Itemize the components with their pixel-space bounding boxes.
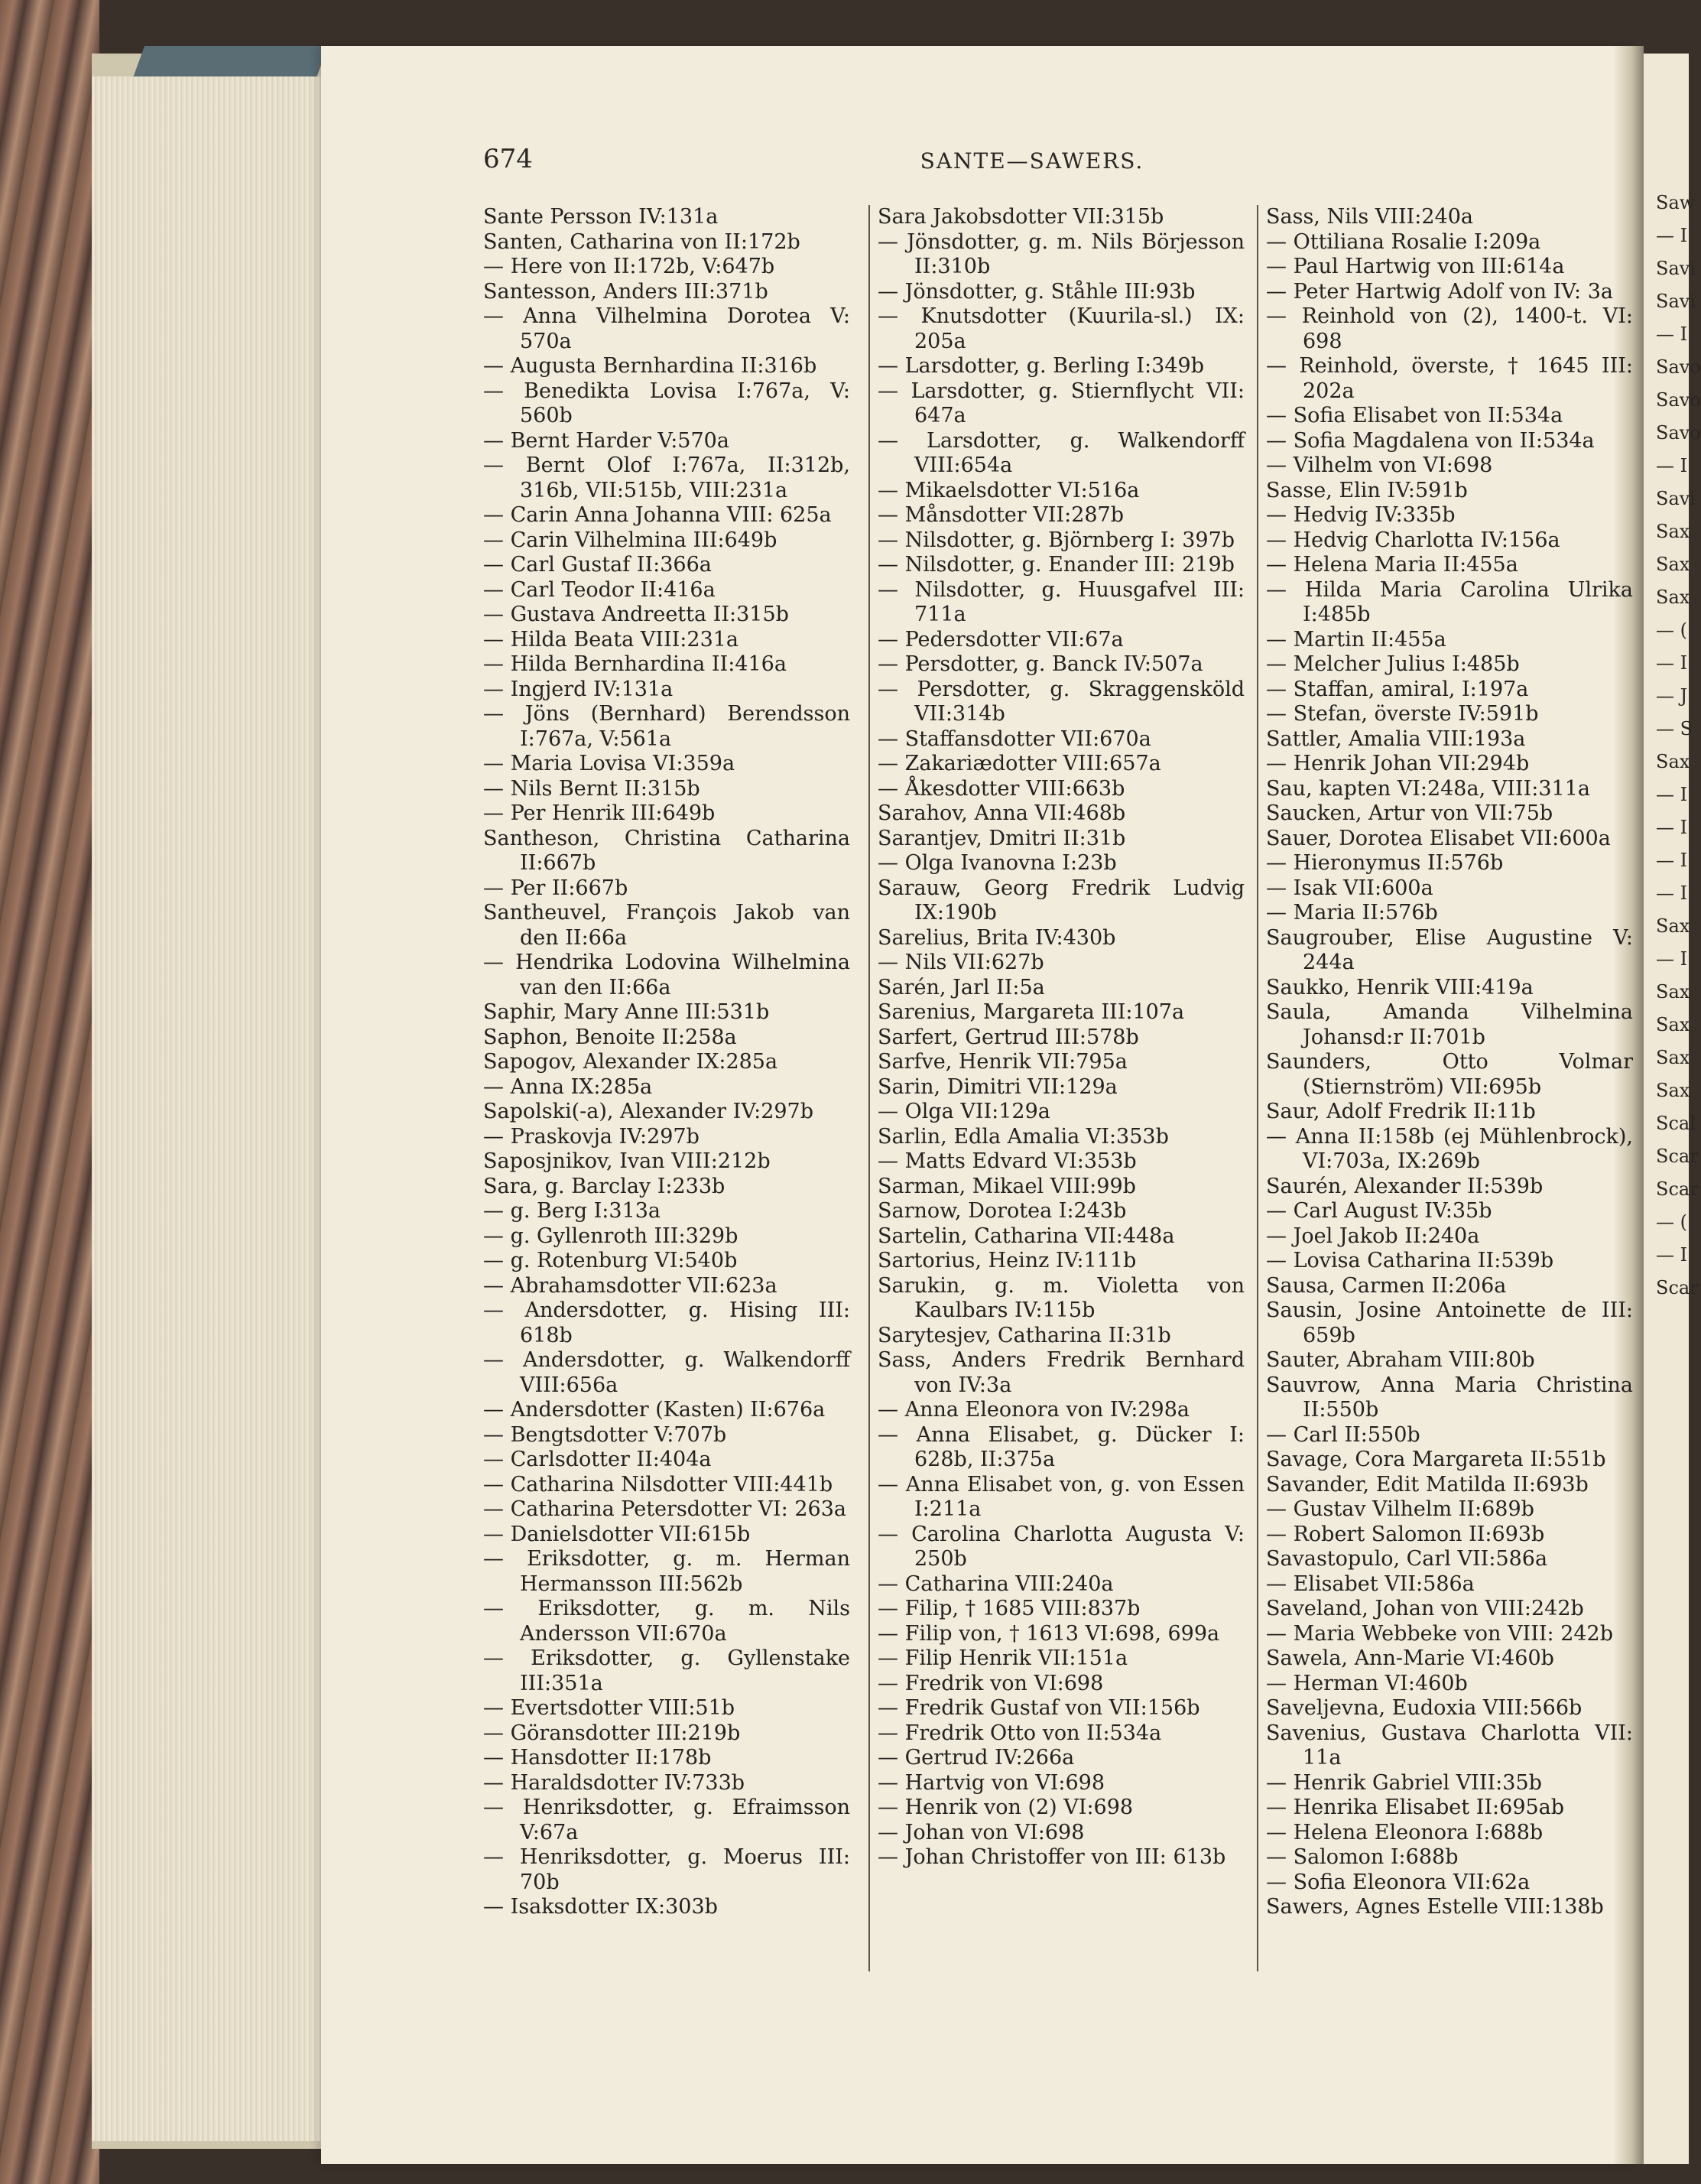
index-entry: — Catharina Nilsdotter VIII:441b: [483, 1472, 833, 1497]
index-entry: — Hansdotter II:178b: [483, 1746, 712, 1770]
index-entry: Sarauw, Georg Fredrik Ludvig IX:190b: [878, 876, 1245, 925]
index-entry: Saula, Amanda Vilhelmina Johansd:r II:701b: [1266, 1000, 1633, 1049]
index-entry: — g. Rotenburg VI:540b: [483, 1249, 738, 1272]
index-entry: — Danielsdotter VII:615b: [483, 1522, 751, 1546]
next-page-fragment: Sax: [1656, 521, 1690, 542]
index-entry: — Anna Eleonora von IV:298a: [878, 1398, 1190, 1422]
index-entry: — Carin Anna Johanna VIII: 625a: [483, 503, 832, 527]
index-entry: — Hendrika Lodovina Wilhelmina van den II:66a: [483, 951, 850, 999]
index-entry: — Paul Hartwig von III:614a: [1266, 255, 1565, 278]
index-column-1: [483, 205, 850, 1920]
index-entry: Sarnow, Dorotea I:243b: [878, 1199, 1127, 1223]
index-entry: Sapolski(-a), Alexander IV:297b: [483, 1100, 814, 1123]
index-entry: Saurén, Alexander II:539b: [1266, 1174, 1544, 1198]
next-page-fragment: — I: [1656, 455, 1688, 476]
index-entry: — Anna II:158b (ej Mühlenbrock), VI:703a, IX:269b: [1266, 1124, 1633, 1173]
index-entry: — Henrika Elisabet II:695ab: [1266, 1796, 1565, 1819]
index-entry: — Henrik Gabriel VIII:35b: [1266, 1770, 1542, 1795]
index-entry: — Zakariædotter VIII:657a: [878, 752, 1161, 775]
index-entry: — Nilsdotter, g. Björnberg I: 397b: [878, 528, 1235, 552]
next-page-fragment: Sax: [1656, 1080, 1690, 1101]
next-page-fragment: — I: [1656, 225, 1688, 246]
index-entry: — Jöns (Bernhard) Berendsson I:767a, V:561a: [483, 702, 850, 751]
next-page-fragment: Savi: [1656, 291, 1696, 312]
next-page-fragment: Scar: [1656, 1146, 1699, 1167]
next-page-fragment: Sax: [1656, 915, 1690, 937]
index-entry: — Nils VII:627b: [878, 951, 1044, 974]
index-entry: Saucken, Artur von VII:75b: [1266, 801, 1553, 825]
index-entry: — Persdotter, g. Skraggensköld VII:314b: [878, 677, 1245, 726]
index-entry: — Reinhold, överste, † 1645 III: 202a: [1266, 354, 1633, 403]
index-entry: — Persdotter, g. Banck IV:507a: [878, 652, 1203, 676]
index-entry: Sasse, Elin IV:591b: [1266, 478, 1468, 502]
next-page-fragment: Sax: [1656, 751, 1690, 772]
index-entry: — Per Henrik III:649b: [483, 801, 716, 825]
next-page-fragment: Sax: [1656, 981, 1690, 1003]
index-entry: Saposjnikov, Ivan VIII:212b: [483, 1149, 771, 1173]
index-entry: — Carl Teodor II:416a: [483, 577, 716, 602]
index-entry: — Hilda Beata VIII:231a: [483, 627, 739, 652]
next-page-fragment: Scar: [1656, 1277, 1699, 1298]
index-entry: — Henriksdotter, g. Moerus III: 70b: [483, 1845, 850, 1894]
index-entry: — Maria II:576b: [1266, 901, 1438, 925]
page-number: 674: [483, 144, 533, 174]
index-entry: Sarfert, Gertrud III:578b: [878, 1025, 1139, 1049]
next-page-fragment: — I: [1656, 850, 1688, 871]
index-entry: — Filip Henrik VII:151a: [878, 1646, 1128, 1670]
index-entry: — Henrik Johan VII:294b: [1266, 752, 1530, 775]
column-divider-2: [1257, 205, 1258, 1971]
book-cover-marbled-edge: [0, 0, 99, 2184]
running-head: SANTE—SAWERS.: [920, 148, 1144, 174]
index-entry: — Helena Maria II:455a: [1266, 553, 1518, 577]
index-entry: — Carolina Charlotta Augusta V: 250b: [878, 1522, 1245, 1571]
index-entry: Sartelin, Catharina VII:448a: [878, 1224, 1175, 1248]
next-page-fragment: — I: [1656, 817, 1688, 838]
index-entry: Sauvrow, Anna Maria Christina II:550b: [1266, 1373, 1633, 1422]
index-entry: — Martin II:455a: [1266, 627, 1446, 652]
index-entry: — Carl August IV:35b: [1266, 1199, 1492, 1223]
index-entry: — Henriksdotter, g. Efraimsson V:67a: [483, 1796, 850, 1844]
next-page-fragment: — (: [1656, 1211, 1687, 1233]
index-entry: — Haraldsdotter IV:733b: [483, 1770, 745, 1795]
index-entry: — Maria Webbeke von VIII: 242b: [1266, 1621, 1614, 1646]
index-entry: — Maria Lovisa VI:359a: [483, 752, 735, 775]
index-entry: Saukko, Henrik VIII:419a: [1266, 975, 1534, 999]
right-page-fragment: [1644, 54, 1701, 2164]
index-entry: — Ingjerd IV:131a: [483, 677, 674, 701]
next-page-fragment: Savi: [1656, 258, 1696, 279]
index-entry: — Matts Edvard VI:353b: [878, 1149, 1137, 1173]
index-entry: Sauer, Dorotea Elisabet VII:600a: [1266, 826, 1611, 850]
index-entry: — Pedersdotter VII:67a: [878, 627, 1124, 652]
index-entry: Sausin, Josine Antoinette de III: 659b: [1266, 1298, 1633, 1347]
index-entry: — Ottiliana Rosalie I:209a: [1266, 229, 1541, 254]
index-entry: — Carl II:550b: [1266, 1422, 1420, 1447]
index-entry: — Sofia Eleonora VII:62a: [1266, 1870, 1531, 1894]
index-entry: Sarukin, g. m. Violetta von Kaulbars IV:115b: [878, 1273, 1245, 1322]
index-entry: — Catharina Petersdotter VI: 263a: [483, 1497, 846, 1521]
index-entry: Sawela, Ann-Marie VI:460b: [1266, 1646, 1554, 1670]
index-entry: Sarfve, Henrik VII:795a: [878, 1050, 1128, 1074]
index-entry: — Åkesdotter VIII:663b: [878, 776, 1125, 801]
index-entry: — Hieronymus II:576b: [1266, 851, 1504, 875]
index-entry: — Anna Vilhelmina Dorotea V: 570a: [483, 304, 850, 353]
index-entry: — Johan von VI:698: [878, 1820, 1085, 1844]
index-entry: — Göransdotter III:219b: [483, 1721, 741, 1745]
index-entry: — Hedvig IV:335b: [1266, 503, 1456, 527]
index-entry: — Fredrik Otto von II:534a: [878, 1721, 1162, 1745]
index-entry: Sarahov, Anna VII:468b: [878, 801, 1126, 825]
index-column-3: [1266, 205, 1633, 1920]
index-entry: — Olga Ivanovna I:23b: [878, 851, 1117, 875]
index-entry: Saveland, Johan von VIII:242b: [1266, 1597, 1584, 1620]
next-page-fragment: Saw: [1656, 192, 1696, 213]
next-page-fragment: Sax: [1656, 587, 1690, 608]
index-entry: Sattler, Amalia VIII:193a: [1266, 726, 1526, 751]
index-entry: — Larsdotter, g. Walkendorff VIII:654a: [878, 428, 1245, 477]
index-entry: — Olga VII:129a: [878, 1100, 1050, 1123]
index-entry: — Filip von, † 1613 VI:698, 699a: [878, 1621, 1220, 1646]
index-entry: — Salomon I:688b: [1266, 1845, 1459, 1869]
index-entry: — Isaksdotter IX:303b: [483, 1895, 718, 1919]
index-entry: Saunders, Otto Volmar (Stiernström) VII:695b: [1266, 1050, 1633, 1099]
index-entry: — Nilsdotter, g. Huusgafvel III: 711a: [878, 577, 1245, 626]
index-entry: — Augusta Bernhardina II:316b: [483, 354, 817, 378]
index-entry: — Hilda Maria Carolina Ulrika I:485b: [1266, 577, 1633, 626]
index-entry: Savander, Edit Matilda II:693b: [1266, 1472, 1589, 1497]
index-entry: — g. Berg I:313a: [483, 1199, 661, 1223]
index-entry: — Bernt Olof I:767a, II:312b, 316b, VII:515b, VIII:231a: [483, 453, 850, 502]
next-page-fragment: Sax: [1656, 554, 1690, 575]
index-entry: — g. Gyllenroth III:329b: [483, 1224, 739, 1248]
next-page-fragment: Scal: [1656, 1113, 1696, 1134]
index-entry: — Bengtsdotter V:707b: [483, 1422, 727, 1447]
index-entry: — Hartvig von VI:698: [878, 1770, 1105, 1795]
index-entry: — Herman VI:460b: [1266, 1671, 1468, 1695]
index-entry: — Henrik von (2) VI:698: [878, 1796, 1134, 1819]
index-entry: Saphon, Benoite II:258a: [483, 1025, 737, 1049]
index-entry: — Helena Eleonora I:688b: [1266, 1820, 1544, 1844]
index-entry: — Staffansdotter VII:670a: [878, 726, 1151, 751]
index-entry: Sarenius, Margareta III:107a: [878, 1000, 1185, 1024]
index-entry: — Peter Hartwig Adolf von IV: 3a: [1266, 279, 1613, 304]
index-entry: Savastopulo, Carl VII:586a: [1266, 1547, 1548, 1571]
index-entry: — Carlsdotter II:404a: [483, 1448, 712, 1471]
index-entry: — Stefan, överste IV:591b: [1266, 702, 1539, 726]
index-entry: Sante Persson IV:131a: [483, 205, 719, 229]
index-entry: Savenius, Gustava Charlotta VII: 11a: [1266, 1721, 1633, 1770]
index-entry: — Melcher Julius I:485b: [1266, 652, 1520, 676]
index-entry: — Jönsdotter, g. Ståhle III:93b: [878, 279, 1196, 304]
index-entry: Sarytesjev, Catharina II:31b: [878, 1323, 1171, 1347]
index-entry: — Praskovja IV:297b: [483, 1124, 700, 1149]
index-entry: Sarin, Dimitri VII:129a: [878, 1074, 1118, 1099]
index-entry: — Lovisa Catharina II:539b: [1266, 1249, 1554, 1272]
index-entry: Sarlin, Edla Amalia VI:353b: [878, 1124, 1169, 1149]
index-entry: — Gustava Andreetta II:315b: [483, 603, 789, 626]
index-entry: — Knutsdotter (Kuurila-sl.) IX: 205a: [878, 304, 1245, 353]
index-entry: — Andersdotter, g. Walkendorff VIII:656a: [483, 1348, 850, 1397]
index-entry: — Evertsdotter VIII:51b: [483, 1696, 735, 1720]
next-page-fragment: Savo: [1656, 422, 1701, 444]
index-entry: — Per II:667b: [483, 876, 628, 900]
next-page-fragment: — (: [1656, 619, 1687, 641]
index-entry: — Nils Bernt II:315b: [483, 776, 700, 801]
index-entry: Santheson, Christina Catharina II:667b: [483, 826, 850, 875]
index-entry: — Filip, † 1685 VIII:837b: [878, 1597, 1141, 1620]
next-page-fragment: — I: [1656, 882, 1688, 904]
index-entry: — Nilsdotter, g. Enander III: 219b: [878, 553, 1235, 577]
index-entry: — Joel Jakob II:240a: [1266, 1224, 1480, 1248]
index-entry: — Eriksdotter, g. m. Herman Hermansson III:562b: [483, 1547, 850, 1596]
index-entry: — Fredrik Gustaf von VII:156b: [878, 1696, 1200, 1720]
index-entry: — Here von II:172b, V:647b: [483, 255, 775, 278]
index-entry: Sara Jakobsdotter VII:315b: [878, 205, 1164, 229]
index-entry: — Reinhold von (2), 1400-t. VI: 698: [1266, 304, 1633, 353]
next-page-fragment: — I: [1656, 784, 1688, 805]
index-entry: — Isak VII:600a: [1266, 876, 1433, 900]
index-entry: — Anna IX:285a: [483, 1074, 653, 1099]
index-entry: — Bernt Harder V:570a: [483, 428, 729, 453]
next-page-fragment: — I: [1656, 1244, 1688, 1266]
index-entry: Sau, kapten VI:248a, VIII:311a: [1266, 776, 1590, 801]
index-entry: Sapogov, Alexander IX:285a: [483, 1050, 778, 1074]
index-entry: Sawers, Agnes Estelle VIII:138b: [1266, 1895, 1604, 1919]
index-entry: — Larsdotter, g. Berling I:349b: [878, 354, 1204, 378]
index-entry: — Carl Gustaf II:366a: [483, 553, 712, 577]
index-entry: — Fredrik von VI:698: [878, 1671, 1104, 1695]
index-entry: — Abrahamsdotter VII:623a: [483, 1273, 777, 1298]
index-entry: Sarelius, Brita IV:430b: [878, 925, 1116, 950]
next-page-fragment: Savo: [1656, 389, 1701, 411]
index-entry: — Eriksdotter, g. m. Nils Andersson VII:670a: [483, 1597, 850, 1646]
index-entry: — Eriksdotter, g. Gyllenstake III:351a: [483, 1646, 850, 1695]
index-entry: — Andersdotter, g. Hising III: 618b: [483, 1298, 850, 1347]
column-divider-1: [868, 205, 870, 1971]
index-entry: Saphir, Mary Anne III:531b: [483, 1000, 770, 1024]
next-page-fragment: Scar: [1656, 1178, 1699, 1200]
next-page-fragment: Sax: [1656, 1014, 1690, 1035]
index-entry: — Carin Vilhelmina III:649b: [483, 528, 777, 552]
index-entry: Sass, Nils VIII:240a: [1266, 205, 1474, 229]
index-entry: — Anna Elisabet von, g. von Essen I:211a: [878, 1472, 1245, 1521]
index-entry: — Catharina VIII:240a: [878, 1571, 1114, 1596]
index-entry: — Mikaelsdotter VI:516a: [878, 478, 1140, 502]
index-entry: — Robert Salomon II:693b: [1266, 1522, 1545, 1546]
index-entry: Sartorius, Heinz IV:111b: [878, 1249, 1137, 1272]
index-column-2: [878, 205, 1245, 1870]
page-edges: [92, 76, 336, 2141]
index-entry: — Anna Elisabet, g. Dücker I: 628b, II:375a: [878, 1422, 1245, 1471]
index-entry: Santen, Catharina von II:172b: [483, 229, 800, 254]
index-entry: Sauter, Abraham VIII:80b: [1266, 1348, 1535, 1372]
index-entry: — Staffan, amiral, I:197a: [1266, 677, 1529, 701]
next-page-fragment: — I: [1656, 323, 1688, 345]
index-entry: Sarén, Jarl II:5a: [878, 975, 1045, 999]
index-entry: Sara, g. Barclay I:233b: [483, 1174, 726, 1198]
index-entry: — Elisabet VII:586a: [1266, 1571, 1475, 1596]
index-entry: Sarantjev, Dmitri II:31b: [878, 826, 1126, 850]
next-page-fragment: Savi: [1656, 488, 1696, 509]
index-entry: — Gustav Vilhelm II:689b: [1266, 1497, 1534, 1521]
index-entry: Sausa, Carmen II:206a: [1266, 1273, 1507, 1298]
next-page-fragment: — I: [1656, 652, 1688, 674]
next-page-fragment: — J: [1656, 685, 1688, 707]
index-entry: Santheuvel, François Jakob van den II:66a: [483, 901, 850, 950]
next-page-fragment: — S: [1656, 718, 1693, 739]
index-entry: — Andersdotter (Kasten) II:676a: [483, 1398, 826, 1422]
next-page-fragment: Savo: [1656, 356, 1701, 378]
index-entry: — Sofia Elisabet von II:534a: [1266, 404, 1563, 427]
index-entry: — Vilhelm von VI:698: [1266, 453, 1493, 477]
index-entry: Saugrouber, Elise Augustine V: 244a: [1266, 925, 1633, 974]
index-entry: — Benedikta Lovisa I:767a, V: 560b: [483, 379, 850, 427]
index-entry: — Larsdotter, g. Stiernflycht VII: 647a: [878, 379, 1245, 427]
index-entry: Sarman, Mikael VIII:99b: [878, 1174, 1136, 1198]
index-entry: — Hilda Bernhardina II:416a: [483, 652, 787, 676]
index-entry: — Hedvig Charlotta IV:156a: [1266, 528, 1560, 552]
index-entry: Sass, Anders Fredrik Bernhard von IV:3a: [878, 1348, 1245, 1397]
index-entry: Saur, Adolf Fredrik II:11b: [1266, 1100, 1536, 1123]
index-entry: — Månsdotter VII:287b: [878, 503, 1125, 527]
index-entry: Saveljevna, Eudoxia VIII:566b: [1266, 1696, 1583, 1720]
next-page-fragment: Sax: [1656, 1047, 1690, 1068]
next-page-fragment: — I: [1656, 948, 1688, 970]
index-entry: — Johan Christoffer von III: 613b: [878, 1845, 1226, 1869]
index-entry: Santesson, Anders III:371b: [483, 279, 768, 304]
index-entry: — Gertrud IV:266a: [878, 1746, 1075, 1770]
index-entry: Savage, Cora Margareta II:551b: [1266, 1448, 1606, 1471]
index-entry: — Sofia Magdalena von II:534a: [1266, 428, 1595, 453]
index-entry: — Jönsdotter, g. m. Nils Börjesson II:310b: [878, 229, 1245, 278]
